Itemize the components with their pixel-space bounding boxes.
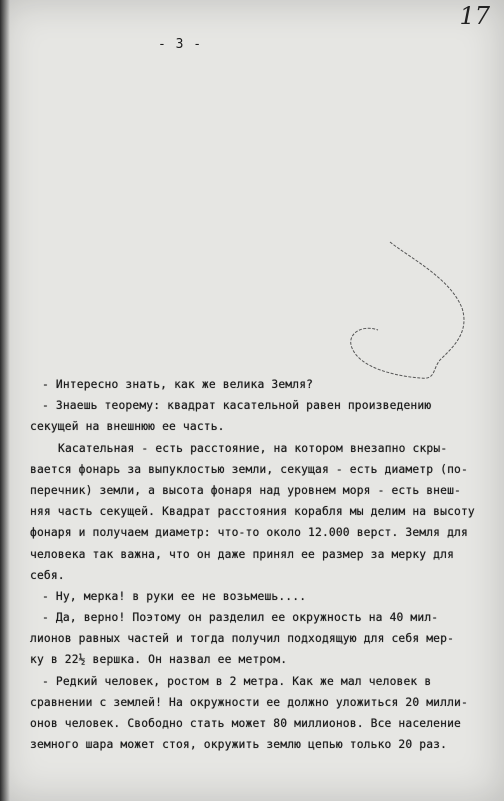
text-line: - Интересно знать, как же велика Земля? bbox=[42, 378, 314, 391]
hair-artifact bbox=[340, 238, 480, 388]
handwritten-folio-number: 17 bbox=[459, 2, 490, 30]
text-line: Касательная - есть расстояние, на котором внезапно скры- bbox=[58, 441, 448, 455]
text-line: - Знаешь теорему: квадрат касательной равен произведению bbox=[42, 399, 432, 413]
text-line: ку в 22½ вершка. Он назвал ее метром. bbox=[30, 653, 288, 667]
page-number: - 3 - bbox=[158, 37, 203, 52]
text-line: онов человек. Свободно стать может 80 миллионов. Все население bbox=[30, 717, 461, 730]
text-line: фонаря и получаем диаметр: что-то около 12.000 верст. Земля для bbox=[30, 526, 468, 540]
typed-text-block bbox=[30, 374, 490, 755]
text-line: сравнении с землей! На окружности ее должно уложиться 20 милли- bbox=[30, 695, 468, 709]
text-line: - Да, верно! Поэтому он разделил ее окружность на 40 мил- bbox=[42, 611, 439, 625]
text-line: - Ну, мерка! в руки ее не возьмешь.... bbox=[42, 589, 307, 603]
text-line: - Редкий человек, ростом в 2 метра. Как же мал человек в bbox=[42, 674, 432, 688]
text-line: земного шара может стоя, окружить землю цепью только 20 раз. bbox=[30, 738, 448, 752]
page-edge-shadow bbox=[0, 0, 10, 801]
text-line: няя часть секущей. Квадрат расстояния корабля мы делим на высоту bbox=[30, 505, 475, 519]
text-line: человека так важна, что он даже принял ее размер за мерку для bbox=[30, 547, 455, 561]
text-line: секущей на внешнюю ее часть. bbox=[30, 420, 225, 434]
text-line: вается фонарь за выпуклостью земли, секущая - есть диаметр (по- bbox=[30, 462, 468, 476]
text-line: перечник) земли, а высота фонаря над уровнем моря - есть внеш- bbox=[30, 483, 461, 497]
text-line: лионов равных частей и тогда получил подходящую для себя мер- bbox=[30, 632, 455, 646]
text-line: себя. bbox=[30, 568, 65, 582]
